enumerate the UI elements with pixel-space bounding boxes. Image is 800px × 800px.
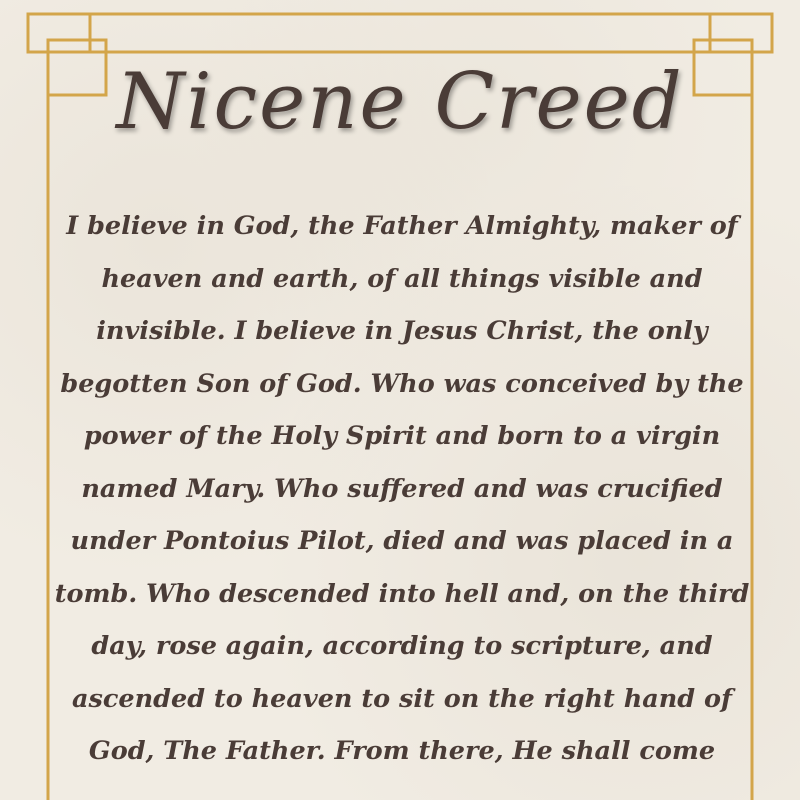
card-title: Nicene Creed	[116, 57, 684, 147]
creed-text: I believe in God, the Father Almighty, maker of heaven and earth, of all things visible and invisible. I believe in Jesus Christ, the only begotten Son of God. Who was conceived by the power of the Holy Spirit and born to a virgin named Mary. Who suffered and was crucified under Pontoius Pilot, died and was placed in a tomb. Who descended into hell and, on the third day, rose again, according to scripture, and ascended to heaven to sit on the right hand of God, The Father. From there, He shall come	[54, 211, 750, 766]
